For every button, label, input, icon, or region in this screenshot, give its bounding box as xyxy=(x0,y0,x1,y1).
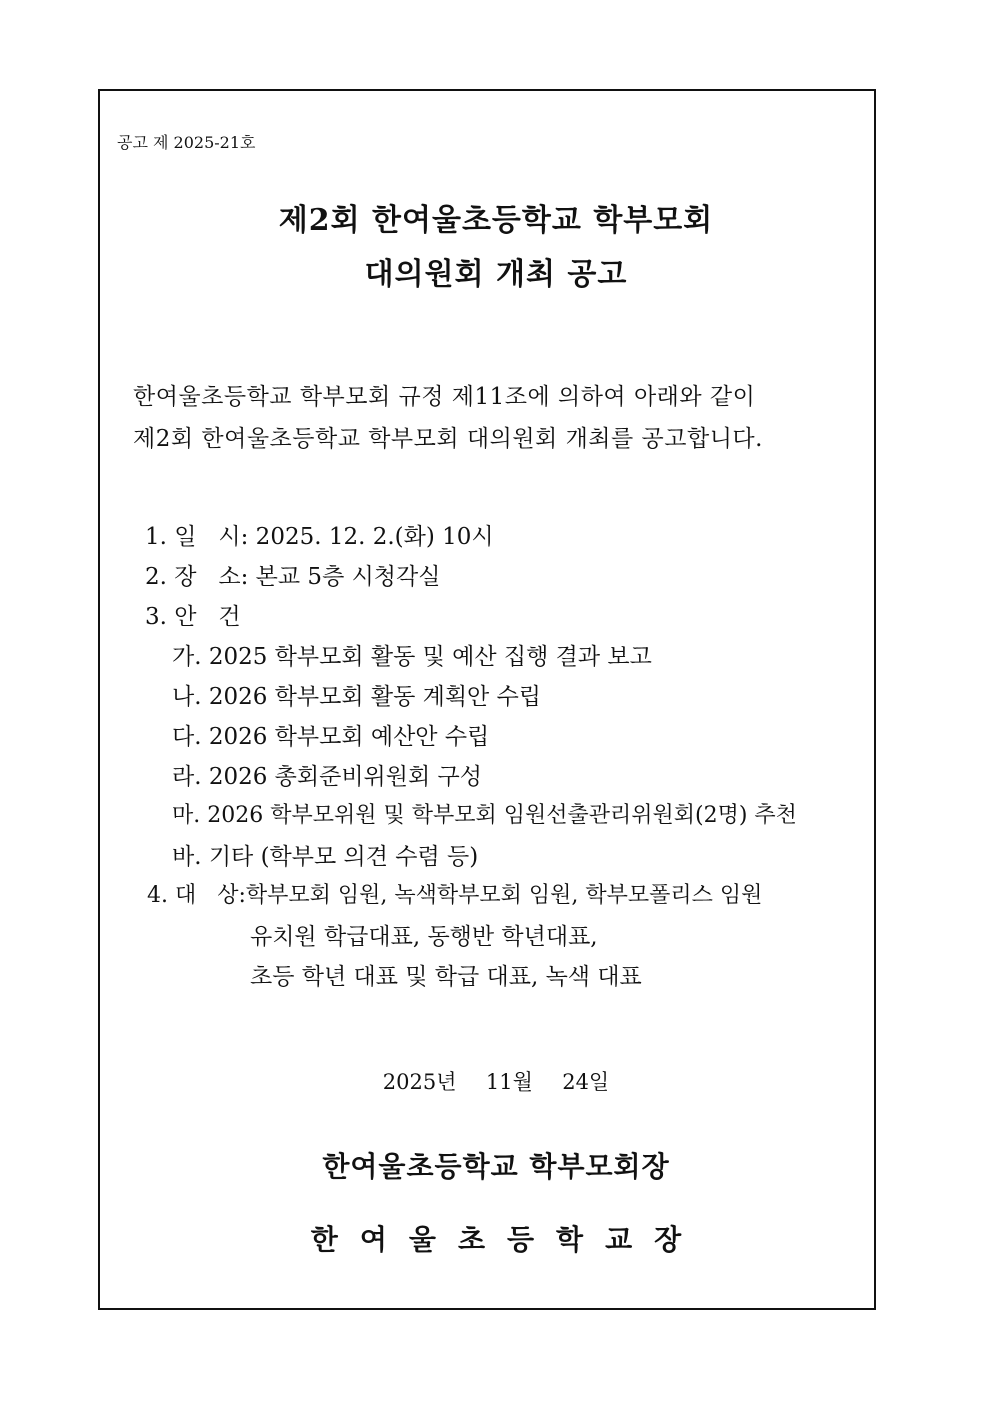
signature-parent-president: 한여울초등학교 학부모회장 xyxy=(322,1150,670,1183)
agenda-heading: 3. 안 건 xyxy=(145,604,241,630)
signature-principal: 한여울초등학교장 xyxy=(310,1223,704,1256)
title-line-2: 대의원회 개최 공고 xyxy=(364,257,628,292)
detail-target: 4. 대 상:학부모회 임원, 녹색학부모회 임원, 학부모폴리스 임원 xyxy=(147,883,763,908)
agenda-item: 바. 기타 (학부모 의견 수렴 등) xyxy=(172,844,479,870)
agenda-item: 마. 2026 학부모위원 및 학부모회 임원선출관리위원회(2명) 추천 xyxy=(172,803,797,828)
title-line-1: 제2회 한여울초등학교 학부모회 xyxy=(278,203,714,238)
detail-date-time: 1. 일 시: 2025. 12. 2.(화) 10시 xyxy=(145,524,494,550)
intro-line-2: 제2회 한여울초등학교 학부모회 대의원회 개최를 공고합니다. xyxy=(133,426,763,452)
agenda-item: 라. 2026 총회준비위원회 구성 xyxy=(172,764,482,790)
notice-number: 공고 제 2025-21호 xyxy=(117,133,256,152)
detail-target-cont: 유치원 학급대표, 동행반 학년대표, xyxy=(250,924,598,950)
notice-date: 2025년 11월 24일 xyxy=(382,1070,610,1094)
agenda-item: 다. 2026 학부모회 예산안 수립 xyxy=(172,724,490,750)
intro-line-1: 한여울초등학교 학부모회 규정 제11조에 의하여 아래와 같이 xyxy=(133,384,756,410)
agenda-item: 가. 2025 학부모회 활동 및 예산 집행 결과 보고 xyxy=(172,644,652,670)
detail-place: 2. 장 소: 본교 5층 시청각실 xyxy=(145,564,441,590)
detail-target-cont: 초등 학년 대표 및 학급 대표, 녹색 대표 xyxy=(250,964,642,990)
agenda-item: 나. 2026 학부모회 활동 계획안 수립 xyxy=(172,684,542,710)
